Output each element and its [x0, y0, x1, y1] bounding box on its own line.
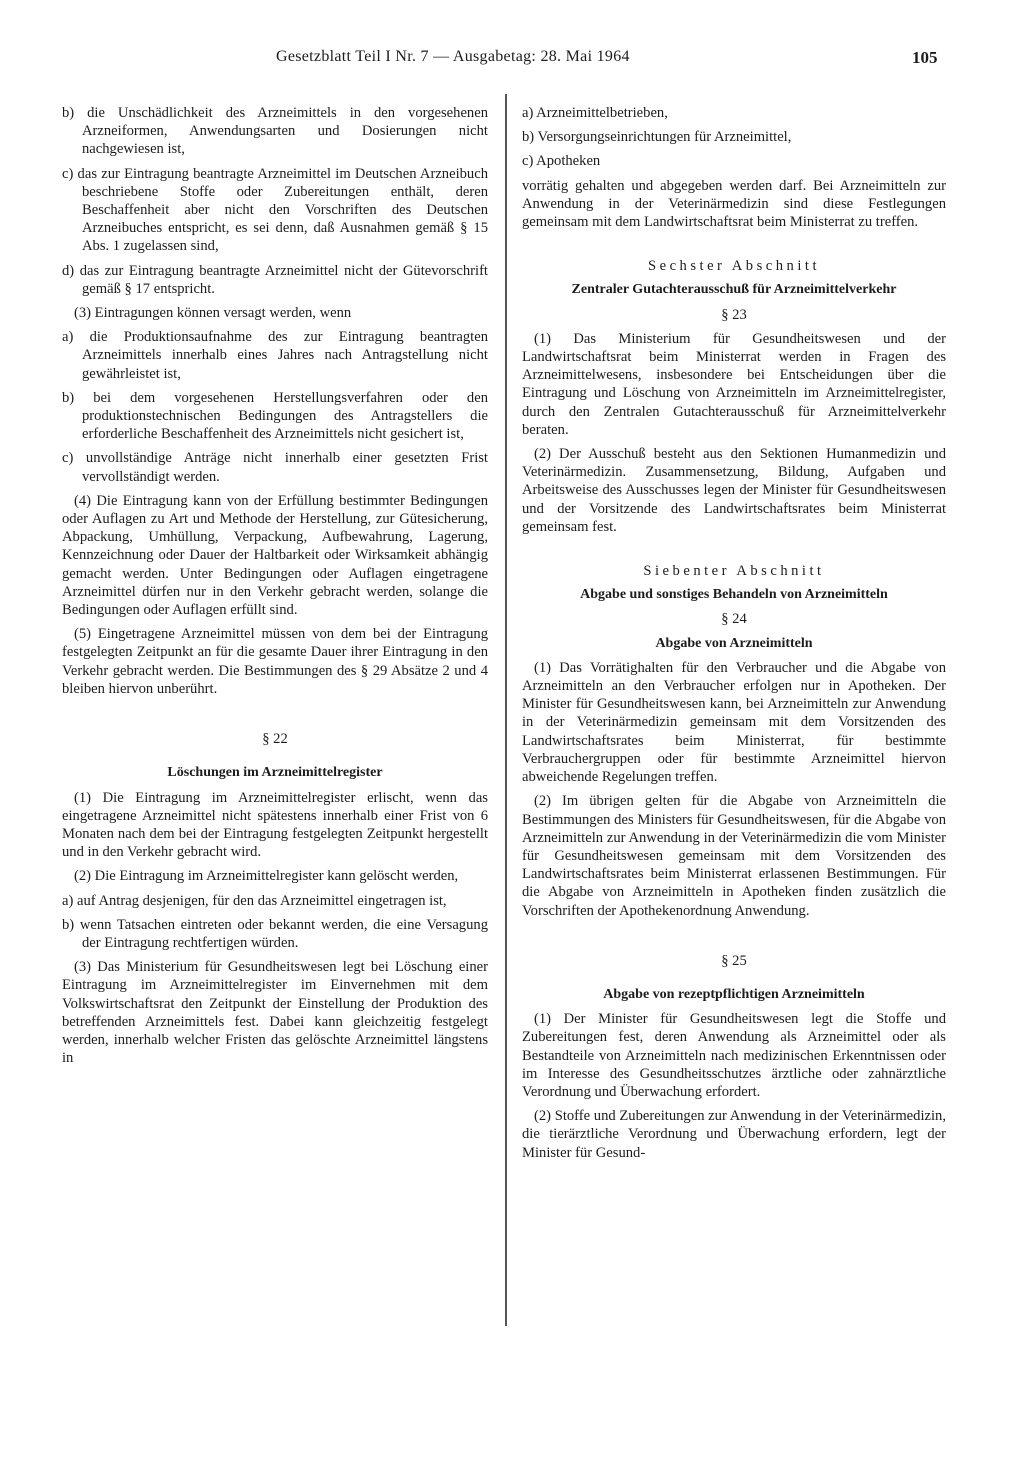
section-22-number: § 22 — [262, 731, 288, 748]
section-24-paragraph-2: (2) Im übrigen gelten für die Abgabe von Arzneimitteln die Bestimmungen des Ministers für Gesundheitswesen, für die Abgabe von Arzneimitteln zur Anwendung in der Veterinärmedizin die vom Minister für Gesundheitswesen gemeinsam mit dem Vorsitzenden des Landwirtschaftsrates beim Ministerrat erlassenen Bestimmungen. Für die Abgabe von Arzneimitteln in Apotheken finden zusätzlich die Vorschriften der Apothekenordnung Anwendung. — [522, 793, 946, 919]
list-item-a: a) auf Antrag desjenigen, für den das Arzneimittel eingetragen ist, — [62, 892, 447, 909]
section-25-paragraph-2: (2) Stoffe und Zubereitungen zur Anwendung in der Veterinärmedizin, die tierärztliche Verordnung und Überwachung erfordern, legt der Minister für Gesund- — [522, 1108, 946, 1161]
part-seven-heading: Siebenter Abschnitt — [643, 563, 825, 580]
paragraph-5: (5) Eingetragene Arzneimittel müssen von dem bei der Eintragung festgelegten Zeitpunkt an für die gesamte Dauer ihrer Eintragung in den Verkehr gebracht werden. Die Bestimmungen des § 29 Absätze 2 und 4 bleiben hiervon unberührt. — [62, 626, 488, 697]
continuation-paragraph: vorrätig gehalten und abgegeben werden darf. Bei Arzneimitteln zur Anwendung in der Veterinärmedizin sind diese Festlegungen gemeinsam mit dem Landwirtschaftsrat beim Ministerrat zu treffen. — [522, 177, 946, 231]
section-25-number: § 25 — [721, 952, 747, 969]
section-24-title: Abgabe von Arzneimitteln — [655, 635, 813, 651]
list-item-b: b) wenn Tatsachen eintreten oder bekannt werden, die eine Versagung der Eintragung rechtfertigen würden. — [62, 916, 488, 951]
section-24-paragraph-1: (1) Das Vorrätighalten für den Verbraucher und die Abgabe von Arzneimitteln an den Verbraucher erfolgen nur in Apotheken. Der Minister für Gesundheitswesen kann, bei Arzneimitteln zur Anwendung in der Veterinärmedizin gemeinsam mit dem Vorsitzenden des Landwirtschaftsrates beim Ministerrat, für bestimmte Verbrauchergruppen oder für bestimmte Arzneimittel hiervon abweichende Regelungen treffen. — [522, 659, 946, 786]
list-item-b: b) Versorgungseinrichtungen für Arzneimittel, — [522, 129, 792, 146]
section-22-paragraph-2: (2) Die Eintragung im Arzneimittelregister kann gelöscht werden, — [74, 868, 459, 885]
list-item-c: c) Apotheken — [522, 153, 601, 170]
section-22-paragraph-3: (3) Das Ministerium für Gesundheitswesen legt bei Löschung einer Eintragung im Arzneimittelregister im Einvernehmen mit dem Volkswirtschaftsrat den Zeitpunkt der Einstellung der Produktion des betreffenden Arzneimittels fest. Dabei kann gleichzeitig festgelegt werden, innerhalb welcher Fristen das gelöschte Arzneimittel längstens in — [62, 959, 488, 1067]
list-item-c: c) das zur Eintragung beantragte Arzneimittel im Deutschen Arzneibuch beschriebene Stoffe oder Zubereitungen enthält, deren Beschaffenheit aber nicht den Vorschriften des Deutschen Arzneibuches entspricht, es sei denn, daß Ausnahmen gemäß § 15 Abs. 1 zugelassen sind, — [62, 165, 488, 255]
list-item-a: a) Arzneimittelbetrieben, — [522, 105, 668, 121]
paragraph-4: (4) Die Eintragung kann von der Erfüllung bestimmter Bedingungen oder Auflagen zu Art und Methode der Herstellung, zur Gütesicherung, Abpackung, Umhüllung, Verpackung, Aufbewahrung, Lagerung, Kennzeichnung oder Dauer der Haltbarkeit oder Wirksamkeit abhängig gemacht werden. Unter Bedingungen oder Auflagen eingetragene Arzneimittel dürfen nur in den Verkehr gebracht werden, solange die Bedingungen oder Auflagen erfüllt sind. — [62, 492, 488, 619]
right-column — [522, 104, 946, 1168]
list-item-d: d) das zur Eintragung beantragte Arzneimittel nicht der Gütevorschrift gemäß § 17 entspricht. — [62, 262, 488, 297]
list-item-b: b) bei dem vorgesehenen Herstellungsverfahren oder den produktionstechnischen Bedingungen des Antragstellers die erforderliche Beschaffenheit des Arzneimittels nicht gesichert ist, — [62, 389, 488, 443]
list-item-b: b) die Unschädlichkeit des Arzneimittels in den vorgesehenen Arzneiformen, Anwendungsarten und Dosierungen nicht nachgewiesen ist, — [62, 105, 488, 158]
list-item-c: c) unvollständige Anträge nicht innerhalb einer gesetzten Frist vervollständigt werden. — [62, 450, 488, 485]
list-item-a: a) die Produktionsaufnahme des zur Eintragung beantragten Arzneimittels innerhalb eines Jahres nach Antragstellung nicht gewährleistet ist, — [62, 329, 488, 382]
section-25-paragraph-1: (1) Der Minister für Gesundheitswesen legt die Stoffe und Zubereitungen fest, deren Anwendung als Arzneimittel oder als Bestandteile von Arzneimitteln nach medizinischen Erkenntnissen oder im Interesse des Gesundheitsschutzes ärztliche oder zahnärztliche Verordnung und Überwachung erfordert. — [522, 1011, 946, 1100]
part-seven-title: Abgabe und sonstiges Behandeln von Arzneimitteln — [580, 587, 888, 603]
running-header: Gesetzblatt Teil I Nr. 7 — Ausgabetag: 28. Mai 1964 — [276, 48, 630, 65]
page-number: 105 — [912, 48, 938, 67]
section-23-paragraph-2: (2) Der Ausschuß besteht aus den Sektionen Humanmedizin und Veterinärmedizin. Zusammensetzung, Bildung, Aufgaben und Arbeitsweise des Ausschusses legen der Minister für Gesundheitswesen und der Vorsitzende des Landwirtschaftsrates beim Ministerrat gemeinsam fest. — [522, 446, 946, 535]
section-22-title: Löschungen im Arzneimittelregister — [167, 765, 383, 781]
section-22-paragraph-1: (1) Die Eintragung im Arzneimittelregister erlischt, wenn das eingetragene Arzneimittel nicht spätestens innerhalb einer Frist von 6 Monaten nach dem bei der Eintragung festgelegten Zeitpunkt hergestellt und in den Verkehr gebracht wird. — [62, 789, 488, 861]
part-six-title: Zentraler Gutachterausschuß für Arzneimittelverkehr — [571, 282, 897, 298]
column-divider — [505, 94, 507, 1326]
paragraph-3: (3) Eintragungen können versagt werden, wenn — [74, 305, 352, 322]
section-23-paragraph-1: (1) Das Ministerium für Gesundheitswesen und der Landwirtschaftsrat beim Ministerrat werden in Fragen des Arzneimittelwesens, insbesondere bei Entscheidungen über die Eintragung und Löschung von Arzneimitteln im Arzneimittelregister, durch den Zentralen Gutachterausschuß für Arzneimittelverkehr beraten. — [522, 330, 946, 438]
section-25-title: Abgabe von rezeptpflichtigen Arzneimitteln — [603, 986, 865, 1002]
section-24-number: § 24 — [721, 611, 747, 628]
section-23-number: § 23 — [721, 306, 747, 323]
left-column — [62, 104, 488, 1073]
part-six-heading: Sechster Abschnitt — [647, 258, 821, 275]
